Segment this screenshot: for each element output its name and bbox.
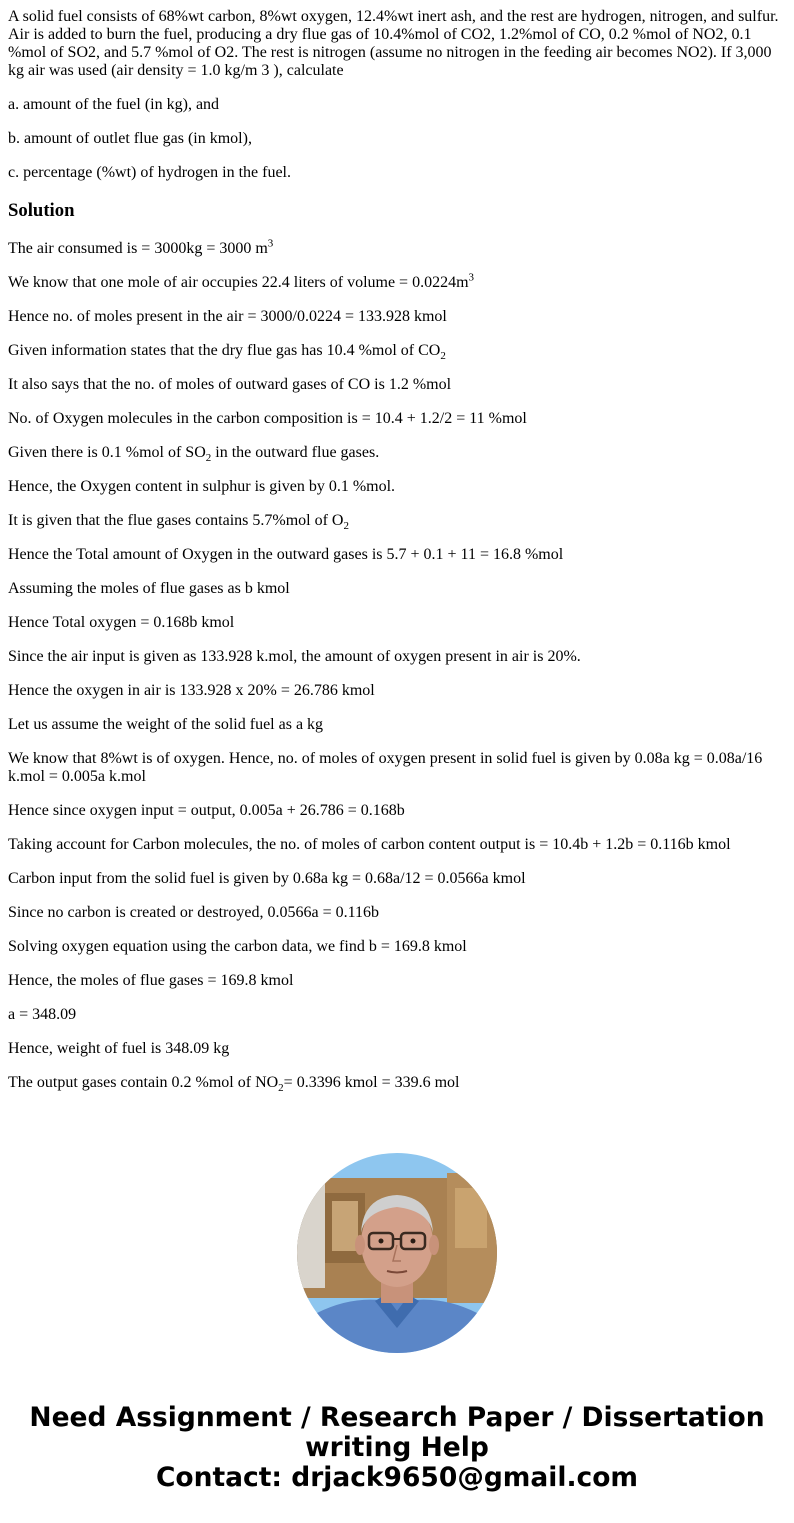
solution-step	[8, 1074, 786, 1095]
question-part-a: a. amount of the fuel (in kg), and	[8, 96, 220, 113]
solution-step	[8, 342, 786, 363]
step-text: Hence the Total amount of Oxygen in the outward gases is 5.7 + 0.1 + 11 = 16.8 %mol	[8, 546, 564, 563]
solution-step	[8, 512, 786, 533]
question-text: A solid fuel consists of 68%wt carbon, 8%wt oxygen, 12.4%wt inert ash, and the rest are hydrogen, nitrogen, and sulfur. Air is added to burn the fuel, producing a dry flue gas of 10.4%mol of CO2, 1.2%mol of CO, 0.2 %mol of NO2, 0.1 %mol of SO2, and 5.7 %mol of O2. The rest is nitrogen (assume no nitrogen in the feeding air becomes NO2). If 3,000 kg air was used (air density = 1.0 kg/m 3 ), calculate	[8, 8, 779, 79]
promo-banner	[0, 1403, 794, 1493]
solution-step	[8, 836, 786, 854]
solution-step	[8, 682, 786, 700]
solution-step	[8, 478, 786, 496]
solution-step	[8, 1040, 786, 1058]
step-text: Assuming the moles of flue gases as b kmol	[8, 580, 290, 597]
subscript: 2	[205, 452, 212, 465]
promo-line-2: writing Help	[305, 1432, 489, 1463]
step-text: It is given that the flue gases contains 5.7%mol of O	[8, 512, 344, 529]
step-text: = 0.3396 kmol = 339.6 mol	[283, 1074, 460, 1091]
step-text: Hence, the moles of flue gases = 169.8 kmol	[8, 972, 294, 989]
step-text: No. of Oxygen molecules in the carbon composition is = 10.4 + 1.2/2 = 11 %mol	[8, 410, 527, 427]
solution-step	[8, 546, 786, 564]
step-text: We know that 8%wt is of oxygen. Hence, no. of moles of oxygen present in solid fuel is given by 0.08a kg = 0.08a/16 k.mol = 0.005a k.mol	[8, 750, 763, 785]
author-avatar	[297, 1153, 497, 1353]
solution-step	[8, 904, 786, 922]
solution-step	[8, 938, 786, 956]
subscript: 2	[343, 520, 349, 533]
step-text: Hence the oxygen in air is 133.928 x 20% = 26.786 kmol	[8, 682, 375, 699]
solution-step	[8, 376, 786, 394]
step-text: Since no carbon is created or destroyed, 0.0566a = 0.116b	[8, 904, 379, 921]
step-text: Hence since oxygen input = output, 0.005a + 26.786 = 0.168b	[8, 802, 405, 819]
solution-step	[8, 614, 786, 632]
solution-step	[8, 870, 786, 888]
step-text: Hence, weight of fuel is 348.09 kg	[8, 1040, 230, 1057]
step-text: Carbon input from the solid fuel is given by 0.68a kg = 0.68a/12 = 0.0566a kmol	[8, 870, 526, 887]
solution-step	[8, 580, 786, 598]
step-text: Hence no. of moles present in the air = 3000/0.0224 = 133.928 kmol	[8, 308, 447, 325]
question-part-c: c. percentage (%wt) of hydrogen in the fuel.	[8, 164, 291, 181]
promo-line-1: Need Assignment / Research Paper / Dissertation	[29, 1402, 765, 1433]
step-text: Since the air input is given as 133.928 k.mol, the amount of oxygen present in air is 20%.	[8, 648, 581, 665]
solution-step	[8, 308, 786, 326]
solution-step	[8, 410, 786, 428]
solution-step	[8, 444, 786, 465]
solution-step	[8, 802, 786, 820]
solution-step	[8, 648, 786, 666]
solution-step	[8, 972, 786, 990]
subscript: 2	[278, 1082, 284, 1095]
step-text: The output gases contain 0.2 %mol of NO	[8, 1074, 279, 1091]
step-text: It also says that the no. of moles of outward gases of CO is 1.2 %mol	[8, 376, 452, 393]
step-text: The air consumed is = 3000kg = 3000 m	[8, 240, 268, 257]
solution-steps	[8, 237, 786, 1095]
solution-step	[8, 271, 786, 292]
step-text: We know that one mole of air occupies 22.4 liters of volume = 0.0224m	[8, 274, 469, 291]
superscript: 3	[468, 271, 475, 284]
solution-step	[8, 1006, 786, 1024]
step-text: Taking account for Carbon molecules, the no. of moles of carbon content output is = 10.4b + 1.2b = 0.116b kmol	[8, 836, 731, 853]
step-text: Hence, the Oxygen content in sulphur is given by 0.1 %mol.	[8, 478, 396, 495]
solution-heading: Solution	[8, 200, 75, 221]
step-text: Given there is 0.1 %mol of SO	[8, 444, 206, 461]
step-text: a = 348.09	[8, 1006, 77, 1023]
solution-step	[8, 750, 786, 786]
author-photo-icon	[297, 1153, 497, 1353]
superscript: 3	[267, 237, 274, 250]
step-text: Hence Total oxygen = 0.168b kmol	[8, 614, 235, 631]
step-text: in the outward flue gases.	[211, 444, 380, 461]
subscript: 2	[440, 350, 446, 363]
solution-step	[8, 716, 786, 734]
question-part-b: b. amount of outlet flue gas (in kmol),	[8, 130, 252, 147]
step-text: Given information states that the dry flue gas has 10.4 %mol of CO	[8, 342, 441, 359]
solution-step	[8, 237, 786, 258]
step-text: Solving oxygen equation using the carbon data, we find b = 169.8 kmol	[8, 938, 467, 955]
promo-contact: Contact: drjack9650@gmail.com	[155, 1462, 639, 1493]
step-text: Let us assume the weight of the solid fuel as a kg	[8, 716, 324, 733]
